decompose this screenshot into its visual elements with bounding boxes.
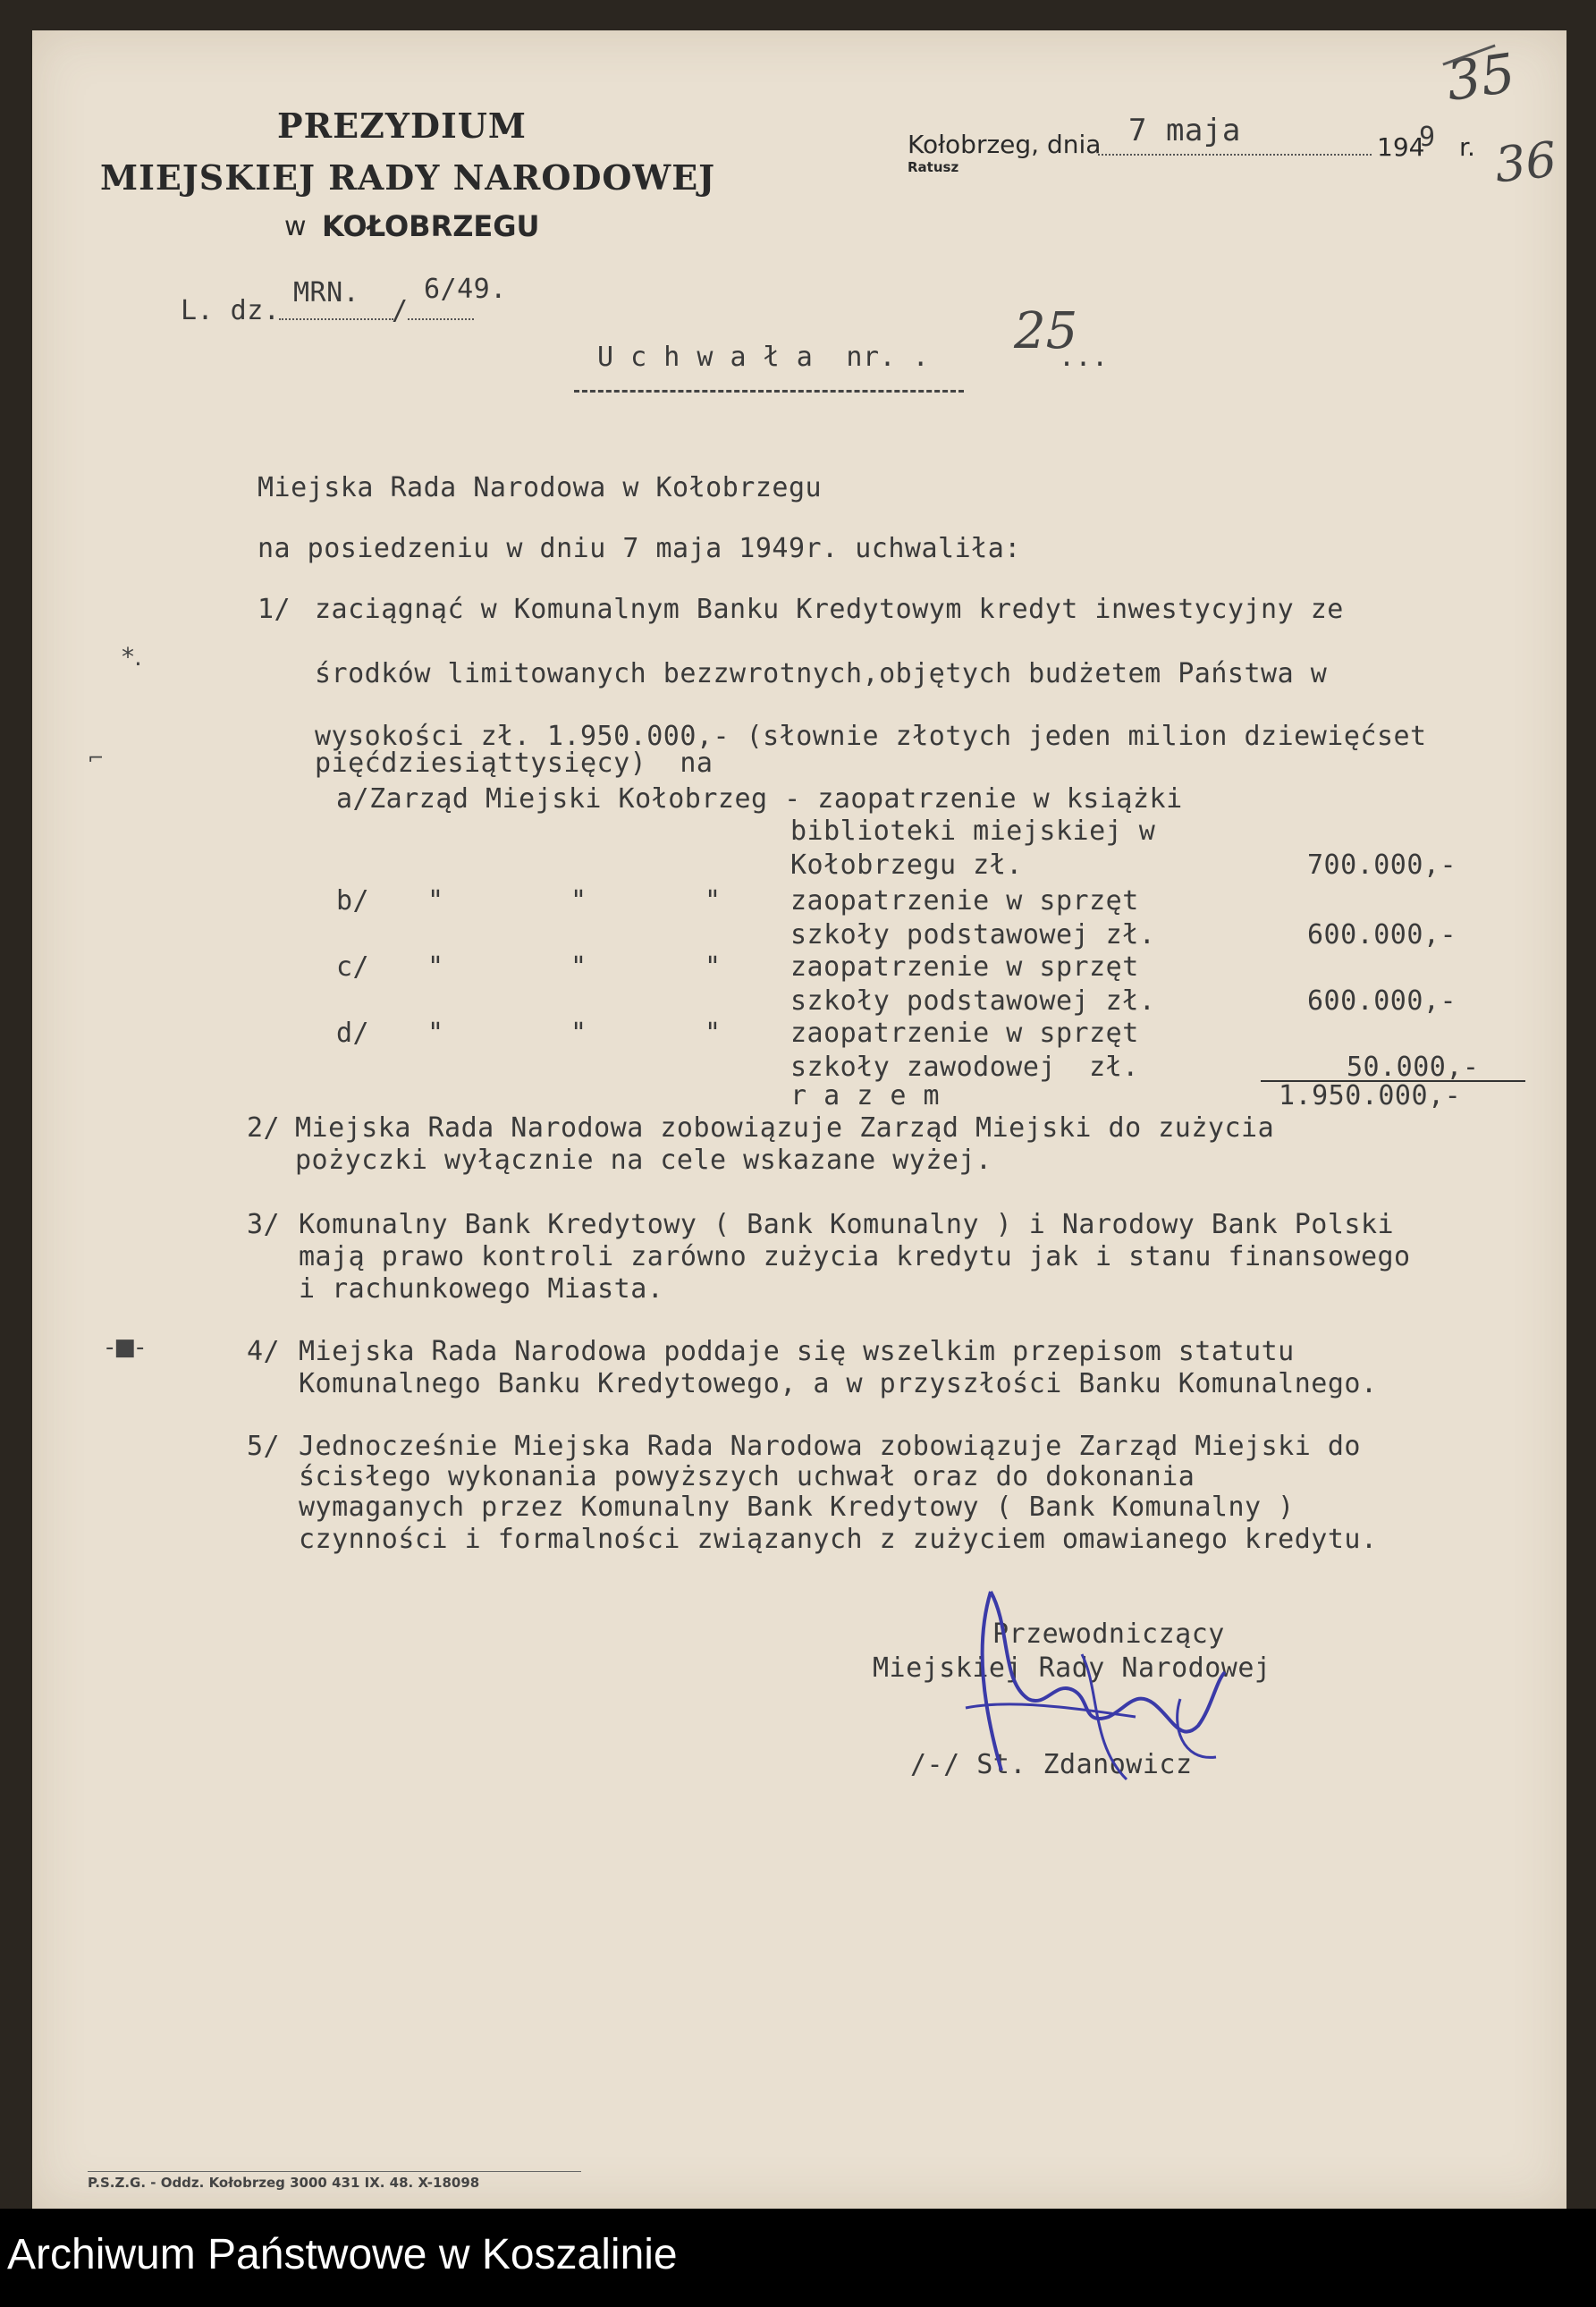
item-c-amount: 600.000,- xyxy=(1307,985,1457,1017)
place-label: Kołobrzeg, dnia xyxy=(908,130,1102,159)
item-b-line2: szkoły podstawowej zł. xyxy=(790,919,1156,951)
p5-line4: czynności i formalności związanych z zużyciem omawianego kredytu. xyxy=(299,1524,1378,1555)
p4-number: 4/ xyxy=(247,1336,281,1367)
date-dotted-line xyxy=(1098,154,1372,156)
p1-number: 1/ xyxy=(258,594,291,625)
item-d-ditto-3: " xyxy=(705,1018,722,1049)
item-d-ditto-2: " xyxy=(570,1018,587,1049)
place-sub: Ratusz xyxy=(908,159,959,175)
archive-number-top: 35 xyxy=(1442,42,1519,114)
item-b-line1: zaopatrzenie w sprzęt xyxy=(790,885,1139,917)
archive-footer-text: Archiwum Państwowe w Koszalinie xyxy=(7,2231,678,2278)
date-year-printed: 194 xyxy=(1377,132,1425,162)
p4-line1: Miejska Rada Narodowa poddaje się wszelkim przepisom statutu xyxy=(299,1336,1295,1367)
p2-number: 2/ xyxy=(247,1112,281,1144)
date-day-month: 7 maja xyxy=(1128,113,1241,148)
item-b-ditto-3: " xyxy=(705,885,722,917)
item-d-line2: szkoły zawodowej zł. xyxy=(790,1052,1139,1083)
item-d-line1: zaopatrzenie w sprzęt xyxy=(790,1018,1139,1049)
p5-line1: Jednocześnie Miejska Rada Narodowa zobowiązuje Zarząd Miejski do xyxy=(299,1431,1361,1462)
printer-imprint: P.S.Z.G. - Oddz. Kołobrzeg 3000 431 IX. 48. X-18098 xyxy=(88,2175,480,2191)
item-a-line3: Kołobrzegu zł. xyxy=(790,849,1023,881)
ref-number: 6/49. xyxy=(424,274,507,305)
item-c-ditto-3: " xyxy=(705,951,722,983)
total-label: r a z e m xyxy=(790,1080,941,1111)
title-trail: ... xyxy=(1059,342,1109,373)
signature-role2: Miejskiej Rady Narodowej xyxy=(873,1652,1271,1684)
p5-line2: ścisłego wykonania powyższych uchwał oraz do dokonania xyxy=(299,1461,1195,1492)
p1-line2: środków limitowanych bezzwrotnych,objętych budżetem Państwa w xyxy=(315,658,1328,689)
letterhead-line2: MIEJSKIEJ RADY NARODOWEJ xyxy=(100,157,716,198)
title-underline xyxy=(574,390,964,393)
p3-number: 3/ xyxy=(247,1209,281,1240)
item-b-ditto-2: " xyxy=(570,885,587,917)
ref-dotted-2 xyxy=(408,318,474,320)
archive-number-bottom: 36 xyxy=(1491,131,1559,194)
handwritten-signature xyxy=(948,1574,1234,1797)
date-year-hand: 9 xyxy=(1419,122,1436,153)
p3-line3: i rachunkowego Miasta. xyxy=(299,1273,664,1305)
date-r: r. xyxy=(1459,132,1475,162)
p3-line2: mają prawo kontroli zarówno zużycia kredytu jak i stanu finansowego xyxy=(299,1241,1411,1272)
item-b-ditto-1: " xyxy=(427,885,444,917)
letterhead-line3-prefix: w xyxy=(284,211,307,242)
item-c-ditto-1: " xyxy=(427,951,444,983)
intro-line2: na posiedzeniu w dniu 7 maja 1949r. uchwaliła: xyxy=(258,533,1021,564)
ref-slash: / xyxy=(392,295,409,326)
p1-line3: wysokości zł. 1.950.000,- (słownie złotych jeden milion dziewięćset xyxy=(315,721,1427,752)
p2-line1: Miejska Rada Narodowa zobowiązuje Zarząd Miejski do zużycia xyxy=(295,1112,1275,1144)
p3-line1: Komunalny Bank Kredytowy ( Bank Komunalny ) i Narodowy Bank Polski xyxy=(299,1209,1395,1240)
item-d-ditto-1: " xyxy=(427,1018,444,1049)
imprint-rule xyxy=(88,2171,581,2172)
item-a-amount: 700.000,- xyxy=(1307,849,1457,881)
item-d-label: d/ xyxy=(336,1018,370,1049)
margin-mark-3: -■- xyxy=(106,1334,145,1361)
title-number: 25 xyxy=(1014,302,1078,360)
item-c-line1: zaopatrzenie w sprzęt xyxy=(790,951,1139,983)
ref-code: MRN. xyxy=(293,277,360,308)
total-amount: 1.950.000,- xyxy=(1279,1080,1462,1111)
intro-line1: Miejska Rada Narodowa w Kołobrzegu xyxy=(258,472,823,503)
title-text: U c h w a ł a nr. . xyxy=(597,342,930,373)
item-c-label: c/ xyxy=(336,951,370,983)
p2-line2: pożyczki wyłącznie na cele wskazane wyżej. xyxy=(295,1145,992,1176)
item-a-line2: biblioteki miejskiej w xyxy=(790,815,1156,847)
p1-line1: zaciągnąć w Komunalnym Banku Kredytowym kredyt inwestycyjny ze xyxy=(315,594,1344,625)
margin-mark-2: ⌐ xyxy=(88,748,105,770)
item-b-label: b/ xyxy=(336,885,370,917)
item-c-ditto-2: " xyxy=(570,951,587,983)
letterhead-line1: PREZYDIUM xyxy=(277,106,527,146)
margin-mark-1: *. xyxy=(122,642,142,672)
p5-line3: wymaganych przez Komunalny Bank Kredytowy ( Bank Komunalny ) xyxy=(299,1492,1295,1523)
item-a-line1: a/Zarząd Miejski Kołobrzeg - zaopatrzenie w książki xyxy=(336,783,1183,815)
p1-line4: pięćdziesiąttysięcy) na xyxy=(315,748,714,779)
item-c-line2: szkoły podstawowej zł. xyxy=(790,985,1156,1017)
ref-dotted-1 xyxy=(279,318,393,320)
signature-role1: Przewodniczący xyxy=(992,1618,1225,1650)
item-d-amount: 50.000,- xyxy=(1347,1052,1480,1083)
ref-label: L. dz. xyxy=(181,295,281,326)
p4-line2: Komunalnego Banku Kredytowego, a w przyszłości Banku Komunalnego. xyxy=(299,1368,1378,1399)
letterhead-line3-city: KOŁOBRZEGU xyxy=(322,209,540,243)
item-b-amount: 600.000,- xyxy=(1307,919,1457,951)
p5-number: 5/ xyxy=(247,1431,281,1462)
signature-name: /-/ St. Zdanowicz xyxy=(910,1749,1193,1780)
